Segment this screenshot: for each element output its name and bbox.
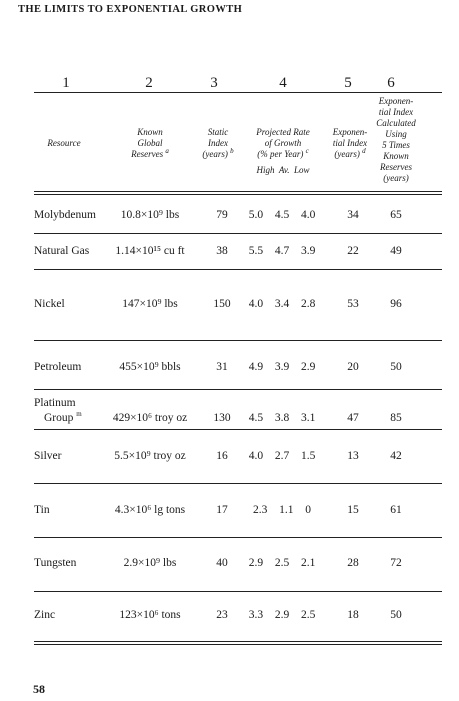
- cell-reserves: 2.9×10⁹ lbs: [123, 557, 177, 569]
- row-rule: [34, 389, 442, 390]
- cell-reserves: 1.14×10¹⁵ cu ft: [115, 245, 185, 257]
- cell-static-index: 23: [216, 609, 228, 621]
- column-number-3: 3: [210, 75, 218, 91]
- header-resource: Resource: [47, 138, 81, 148]
- cell-reserves: 10.8×10⁹ lbs: [120, 209, 180, 221]
- cell-growth: 2.9 2.5 2.1: [248, 557, 316, 569]
- cell-exponential-index-5x: 50: [390, 609, 402, 621]
- row-rule: [34, 483, 442, 484]
- header-bottom-rule: [34, 191, 442, 195]
- header-exponential-index-5x: Exponen- tial Index Calculated Using 5 Times Known Reserves (years): [376, 96, 416, 183]
- cell-exponential-index-5x: 72: [390, 557, 402, 569]
- column-number-2: 2: [145, 75, 153, 91]
- cell-resource: Tin: [34, 504, 50, 516]
- cell-resource: Petroleum: [34, 361, 82, 373]
- row-rule: [34, 340, 442, 341]
- cell-resource: Zinc: [34, 609, 56, 621]
- cell-reserves: 123×10⁶ tons: [119, 609, 181, 621]
- cell-resource: Tungsten: [34, 557, 77, 569]
- row-rule: [34, 429, 442, 430]
- cell-growth: 3.3 2.9 2.5: [248, 609, 316, 621]
- cell-static-index: 17: [216, 504, 228, 516]
- header-top-rule: [34, 92, 442, 93]
- cell-reserves: 147×10⁹ lbs: [122, 298, 178, 310]
- cell-exponential-index: 47: [347, 412, 359, 424]
- cell-exponential-index: 34: [347, 209, 359, 221]
- cell-exponential-index: 20: [347, 361, 359, 373]
- column-number-4: 4: [279, 75, 287, 91]
- cell-growth: 4.0 3.4 2.8: [248, 298, 316, 310]
- cell-reserves: 4.3×10⁶ lg tons: [114, 504, 186, 516]
- cell-growth: 4.0 2.7 1.5: [248, 450, 316, 462]
- header-reserves: Known Global Reserves $^a$: [131, 127, 169, 159]
- cell-growth: 4.5 3.8 3.1: [248, 412, 316, 424]
- header-exponential-index: Exponen- tial Index (years) $^d$: [332, 127, 368, 159]
- cell-exponential-index-5x: 61: [390, 504, 402, 516]
- table-bottom-rule: [34, 641, 442, 645]
- column-numbers: [0, 75, 459, 91]
- header-static-index: Static Index (years) $^b$: [202, 127, 234, 159]
- cell-exponential-index-5x: 65: [390, 209, 402, 221]
- page-number: 58: [33, 682, 45, 696]
- cell-static-index: 150: [213, 298, 231, 310]
- cell-reserves: 455×10⁹ bbls: [119, 361, 181, 373]
- cell-static-index: 40: [216, 557, 228, 569]
- cell-resource-continued: Group $^m$: [44, 410, 82, 424]
- cell-resource: Natural Gas: [34, 245, 90, 257]
- cell-static-index: 16: [216, 450, 228, 462]
- cell-exponential-index-5x: 50: [390, 361, 402, 373]
- column-number-5: 5: [344, 75, 352, 91]
- cell-exponential-index: 22: [347, 245, 359, 257]
- cell-static-index: 31: [216, 361, 228, 373]
- row-rule: [34, 537, 442, 538]
- cell-exponential-index: 28: [347, 557, 359, 569]
- cell-growth: 5.0 4.5 4.0: [248, 209, 316, 221]
- cell-exponential-index-5x: 96: [390, 298, 402, 310]
- cell-resource: Molybdenum: [34, 209, 96, 221]
- cell-reserves: 429×10⁶ troy oz: [112, 412, 188, 424]
- cell-exponential-index-5x: 85: [390, 412, 402, 424]
- header-growth-rate: Projected Rate of Growth (% per Year) $^c$ High Av. Low: [256, 127, 310, 175]
- row-rule: [34, 591, 442, 592]
- cell-growth: 5.5 4.7 3.9: [248, 245, 316, 257]
- cell-exponential-index: 18: [347, 609, 359, 621]
- cell-resource: Silver: [34, 450, 62, 462]
- cell-exponential-index-5x: 42: [390, 450, 402, 462]
- running-head: THE LIMITS TO EXPONENTIAL GROWTH: [18, 4, 243, 15]
- cell-exponential-index: 13: [347, 450, 359, 462]
- cell-exponential-index: 15: [347, 504, 359, 516]
- cell-reserves: 5.5×10⁹ troy oz: [114, 450, 186, 462]
- column-number-6: 6: [387, 75, 395, 91]
- cell-resource: Nickel: [34, 298, 65, 310]
- row-rule: [34, 269, 442, 270]
- cell-static-index: 38: [216, 245, 228, 257]
- cell-growth: 4.9 3.9 2.9: [248, 361, 316, 373]
- row-rule: [34, 233, 442, 234]
- cell-static-index: 79: [216, 209, 228, 221]
- cell-growth: 2.3 1.1 0: [253, 504, 311, 516]
- column-number-1: 1: [62, 75, 70, 91]
- cell-exponential-index-5x: 49: [390, 245, 402, 257]
- cell-exponential-index: 53: [347, 298, 359, 310]
- cell-static-index: 130: [213, 412, 231, 424]
- cell-resource: Platinum: [34, 397, 76, 409]
